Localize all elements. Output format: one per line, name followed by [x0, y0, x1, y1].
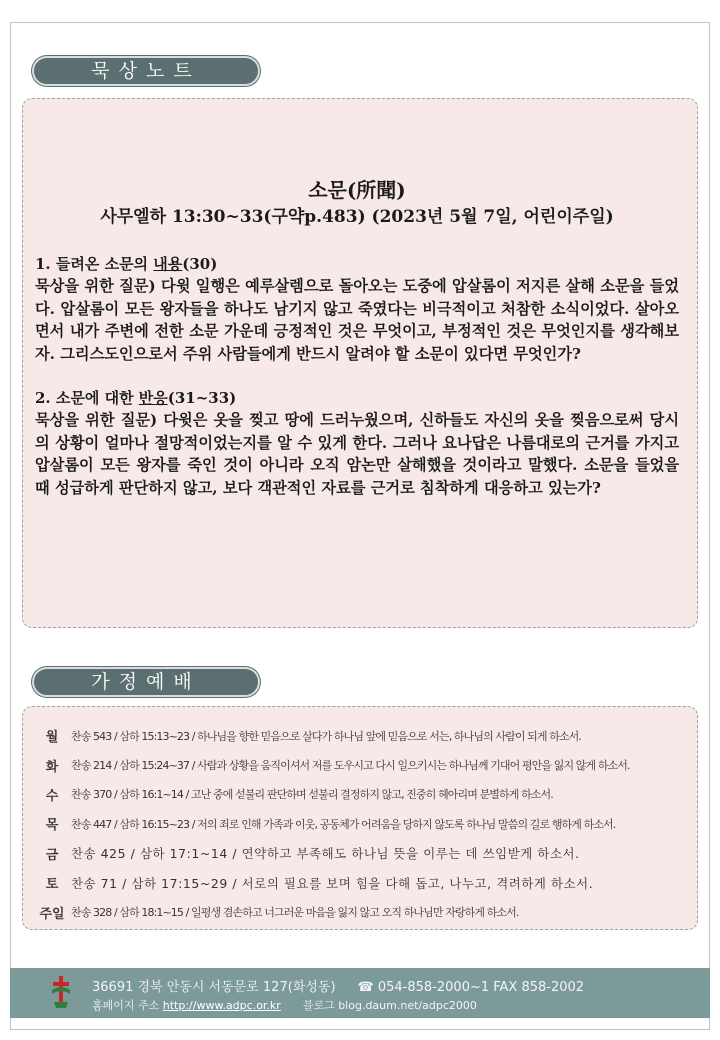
- worship-entry: 찬송 71 / 삼하 17:15~29 / 서로의 필요를 보며 힘을 다해 돕고, 나누고, 격려하게 하소서.: [71, 875, 594, 891]
- scripture-reference: 사무엘하 13:30~33(구약p.483) (2023년 5월 7일, 어린이주일): [100, 207, 614, 227]
- worship-entry: 찬송 425 / 삼하 17:1~14 / 연약하고 부족해도 하나님 뜻을 이루는 데 쓰임받게 하소서.: [71, 846, 580, 862]
- day-label: 화: [45, 759, 59, 775]
- footer-web-line: [92, 997, 477, 1013]
- family-worship-heading: 가정예배: [32, 667, 260, 697]
- question-1-heading: [35, 253, 679, 275]
- blog-address: 블로그 blog.daum.net/adpc2000: [302, 999, 477, 1012]
- worship-row-thursday: [33, 809, 689, 838]
- meditation-note-heading: 묵상노트: [32, 56, 260, 86]
- question-2-verses: (31~33): [167, 389, 237, 407]
- question-1-verses: (30): [182, 255, 218, 273]
- worship-entry: 찬송 447 / 삼하 16:15~23 / 저의 죄로 인해 가족과 이웃, 공동체가 어려움을 당하지 않도록 하나님 말씀의 길로 행하게 하소서.: [71, 817, 616, 831]
- question-2-prefix: 2. 소문에 대한: [35, 389, 139, 407]
- church-footer: [10, 968, 710, 1018]
- question-2-heading: [35, 387, 679, 409]
- meditation-note-box: [22, 98, 698, 628]
- question-2-body: 묵상을 위한 질문) 다윗은 옷을 찢고 땅에 드러누웠으며, 신하들도 자신의 옷을 찢음으로써 당시의 상황이 얼마나 절망적이었는지를 알 수 있게 한다. 그러나 요나답은 나름대로의 근거를 가지고 압살롬이 모든 왕자를 죽인 것이 아니라 오직 암논만 살해했을 것이라고 말했다. 소문을 들었을 때 성급하게 판단하지 않고, 보다 객관적인 자료를 근거로 침착하게 대응하고 있는가?: [35, 411, 679, 497]
- church-phone: ☎ 054-858-2000~1 FAX 858-2002: [357, 980, 585, 995]
- question-1-body: 묵상을 위한 질문) 다윗 일행은 예루살렘으로 돌아오는 도중에 압살롬이 저지른 살해 소문을 들었다. 압살롬이 모든 왕자들을 하나도 남기지 않고 죽였다는 비극적이고 처참한 소식이었다. 살아오면서 내가 주변에 전한 소문 가운데 긍정적인 것은 무엇이고, 부정적인 것은 무엇인지를 생각해보자. 그리스도인으로서 주위 사람들에게 반드시 알려야 할 소문이 있다면 무엇인가?: [35, 277, 679, 363]
- homepage-label: 홈페이지 주소: [92, 999, 160, 1012]
- worship-row-tuesday: [33, 750, 689, 779]
- worship-row-sunday: [33, 897, 689, 926]
- question-1-prefix: 1. 들려온 소문의: [35, 255, 154, 273]
- worship-entry: 찬송 543 / 삼하 15:13~23 / 하나님을 향한 믿음으로 살다가 하나님 앞에 믿음으로 서는, 하나님의 사람이 되게 하소서.: [71, 729, 581, 743]
- day-label: 토: [45, 877, 59, 893]
- church-cross-logo-icon: [50, 974, 72, 1010]
- homepage-link[interactable]: http://www.adpc.or.kr: [162, 999, 281, 1012]
- worship-row-wednesday: [33, 780, 689, 809]
- sermon-title: 소문(所聞): [308, 178, 406, 202]
- church-address: 36691 경북 안동시 서동문로 127(화성동): [92, 980, 336, 995]
- worship-entry: 찬송 214 / 삼하 15:24~37 / 사람과 상황을 움직이셔서 저를 도우시고 다시 일으키시는 하나님께 기대어 평안을 잃지 않게 하소서.: [71, 759, 630, 773]
- day-label: 목: [45, 818, 59, 834]
- worship-entry: 찬송 328 / 삼하 18:1~15 / 일평생 겸손하고 너그러운 마음을 잃지 않고 오직 하나님만 자랑하게 하소서.: [71, 906, 519, 920]
- worship-row-monday: [33, 721, 689, 750]
- day-label: 수: [45, 788, 59, 804]
- day-label: 주일: [39, 906, 65, 922]
- question-1-keyword: 내용: [153, 255, 183, 273]
- family-worship-box: [22, 706, 698, 930]
- day-label: 금: [45, 847, 59, 863]
- day-label: 월: [45, 730, 59, 746]
- worship-row-friday: [33, 839, 689, 868]
- footer-contact-line: [92, 976, 584, 995]
- worship-entry: 찬송 370 / 삼하 16:1~14 / 고난 중에 섣불리 판단하며 섣불리 결정하지 않고, 진중히 헤아리며 분별하게 하소서.: [71, 788, 553, 802]
- question-2-keyword: 반응: [138, 389, 168, 407]
- worship-row-saturday: [33, 868, 689, 897]
